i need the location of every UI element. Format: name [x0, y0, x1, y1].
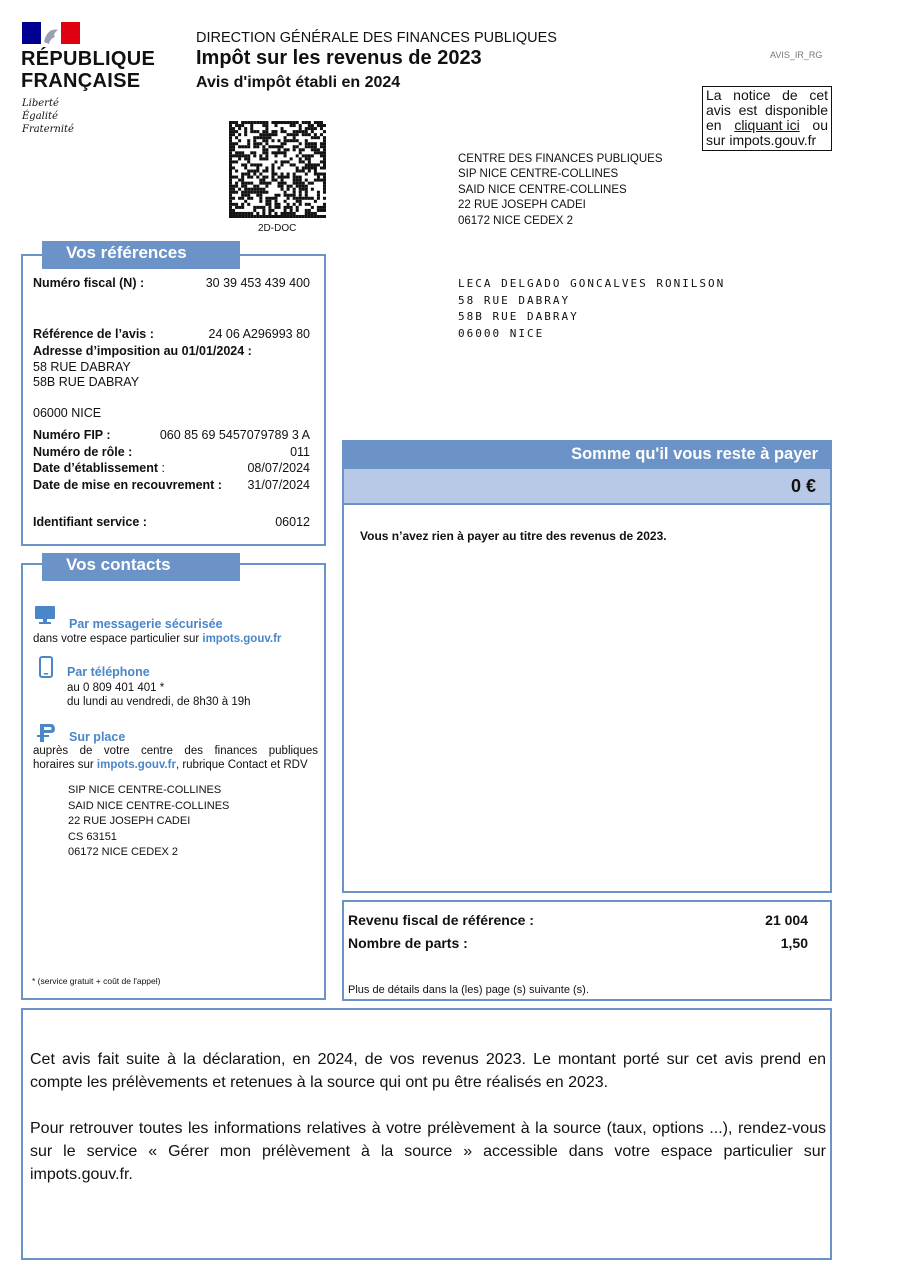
marianne-icon — [22, 22, 80, 46]
logo-line1: RÉPUBLIQUE — [21, 48, 156, 70]
msg-title: Par messagerie sécurisée — [69, 617, 223, 631]
fip-value: 060 85 69 5457079789 3 A — [159, 428, 310, 442]
info-paragraph-2: Pour retrouver toutes les informations relatives à votre prélèvement à la source (taux, options ...), rendez-vous sur le service « Gérer mon prélèvement à la source » accessible dans votre espace particulier sur impots.gouv.fr. — [30, 1120, 826, 1183]
references-box: Numéro fiscal (N) : 30 39 453 439 400 Référence de l’avis : 24 06 A296993 80 Adresse d’imposition au 01/01/2024 : 58 RUE DABRAY 58B RUE DABRAY 06000 NICE Numéro FIP : 060 85 69 5457079789 3 A Numéro de rôle : 011 Date d’établissement : 08/07/2024 Date de mise en recouvrement : 31/07/2024 Identifiant service : 06012 — [21, 254, 326, 546]
notice-line1: La notice de cet — [706, 87, 828, 103]
footnote: * (service gratuit + coût de l'appel) — [32, 976, 161, 986]
place-text1: auprès de votre centre des finances publiques — [33, 745, 318, 757]
recipient-line: 58B RUE DABRAY — [458, 310, 579, 323]
recipient-line: 06000 NICE — [458, 326, 545, 340]
place-text2-post: , rubrique Contact et RDV — [175, 759, 308, 771]
sender-line: SAID NICE CENTRE-COLLINES — [458, 183, 627, 196]
place-text2-pre: horaires sur — [33, 759, 97, 771]
rfr-label: Revenu fiscal de référence : — [348, 912, 534, 928]
sender-line: SIP NICE CENTRE-COLLINES — [458, 168, 619, 181]
sender-line: 06172 NICE CEDEX 2 — [458, 214, 574, 227]
info-paragraph-1: Cet avis fait suite à la déclaration, en 2024, de vos revenus 2023. Le montant porté sur cet avis prend en compte les prélèvements et retenues à la source qui ont pu être réalisés en 2023. — [30, 1051, 826, 1091]
contact-address-line: SAID NICE CENTRE-COLLINES — [68, 799, 230, 812]
republique-francaise-logo — [20, 20, 155, 138]
numero-fiscal-value: 30 39 453 439 400 — [205, 276, 310, 290]
notice-line3-post: ou — [812, 117, 828, 133]
ref-avis-label: Référence de l’avis : — [33, 327, 154, 341]
notice-line4: sur impots.gouv.fr — [706, 132, 817, 148]
motto-fraternite: Fraternité — [22, 124, 74, 135]
motto-egalite: Égalité — [22, 111, 58, 122]
tel-number: au 0 809 401 401 * — [67, 682, 165, 694]
page-subtitle: Avis d'impôt établi en 2024 — [196, 74, 401, 91]
msg-text: dans votre espace particulier sur — [33, 633, 203, 645]
adresse-line: 58B RUE DABRAY — [33, 375, 140, 389]
revenu-box — [342, 900, 832, 1001]
sender-address — [458, 152, 662, 229]
building-icon — [35, 722, 57, 744]
logo-line2: FRANÇAISE — [21, 70, 141, 92]
barcode-label: 2D-DOC — [258, 223, 297, 234]
references-tab: Vos références — [42, 241, 240, 269]
motto-liberte: Liberté — [22, 98, 59, 109]
recouv-label: Date de mise en recouvrement : — [33, 478, 222, 492]
notice-line3-pre: en — [706, 117, 722, 133]
tel-hours: du lundi au vendredi, de 8h30 à 19h — [67, 696, 251, 708]
computer-icon — [34, 605, 56, 625]
contacts-box — [21, 563, 326, 1000]
payment-header-label: Somme qu'il vous reste à payer — [571, 445, 818, 463]
notice-link[interactable]: cliquant ici — [734, 117, 800, 133]
recouv-value: 31/07/2024 — [247, 478, 310, 492]
recipient-line: LECA DELGADO GONCALVES RONILSON — [458, 277, 726, 290]
payment-header — [342, 440, 832, 469]
payment-amount-bar — [342, 469, 832, 503]
fip-label: Numéro FIP : — [33, 428, 111, 442]
document-code: AVIS_IR_RG — [770, 50, 823, 60]
service-value: 06012 — [275, 515, 310, 529]
info-box — [21, 1008, 832, 1260]
contact-address-line: CS 63151 — [68, 830, 117, 843]
details-note: Plus de détails dans la (les) page (s) suivante (s). — [348, 984, 589, 996]
parts-label: Nombre de parts : — [348, 935, 468, 951]
page-title: Impôt sur les revenus de 2023 — [196, 47, 482, 69]
dgfip-label: DIRECTION GÉNÉRALE DES FINANCES PUBLIQUES — [196, 30, 557, 46]
numero-fiscal-label: Numéro fiscal (N) : — [33, 276, 145, 290]
recipient-line: 58 RUE DABRAY — [458, 293, 571, 307]
adresse-line: 58 RUE DABRAY — [33, 360, 131, 374]
payment-message: Vous n’avez rien à payer au titre des revenus de 2023. — [360, 529, 667, 543]
parts-value: 1,50 — [780, 935, 808, 951]
etab-value: 08/07/2024 — [247, 461, 310, 475]
place-title: Sur place — [69, 730, 126, 744]
adresse-line: 06000 NICE — [33, 406, 102, 420]
ref-avis-value: 24 06 A296993 80 — [208, 327, 310, 341]
phone-icon — [39, 656, 53, 678]
tel-title: Par téléphone — [67, 665, 150, 679]
service-label: Identifiant service : — [33, 515, 147, 529]
payment-amount: 0 € — [790, 476, 816, 496]
place-link[interactable]: impots.gouv.fr — [96, 759, 176, 771]
contacts-tab: Vos contacts — [42, 553, 240, 581]
role-value: 011 — [290, 445, 310, 459]
etab-label: Date d’établissement — [33, 461, 159, 475]
notice-line2: avis est disponible — [706, 102, 828, 118]
role-label: Numéro de rôle : — [33, 445, 133, 459]
2d-doc-barcode — [229, 121, 326, 218]
recipient-address — [458, 276, 725, 342]
notice-box — [702, 86, 832, 151]
contact-address-line: 22 RUE JOSEPH CADEI — [68, 815, 191, 827]
contact-address — [68, 783, 229, 861]
adresse-label: Adresse d’imposition au 01/01/2024 : — [33, 344, 252, 358]
payment-box — [342, 503, 832, 893]
barcode-icon — [229, 121, 326, 218]
contact-address-line: SIP NICE CENTRE-COLLINES — [68, 784, 222, 796]
sender-line: 22 RUE JOSEPH CADEI — [458, 199, 586, 212]
contact-address-line: 06172 NICE CEDEX 2 — [68, 846, 179, 858]
rfr-value: 21 004 — [765, 912, 808, 928]
sender-line: CENTRE DES FINANCES PUBLIQUES — [458, 153, 663, 165]
msg-link[interactable]: impots.gouv.fr — [202, 633, 282, 645]
